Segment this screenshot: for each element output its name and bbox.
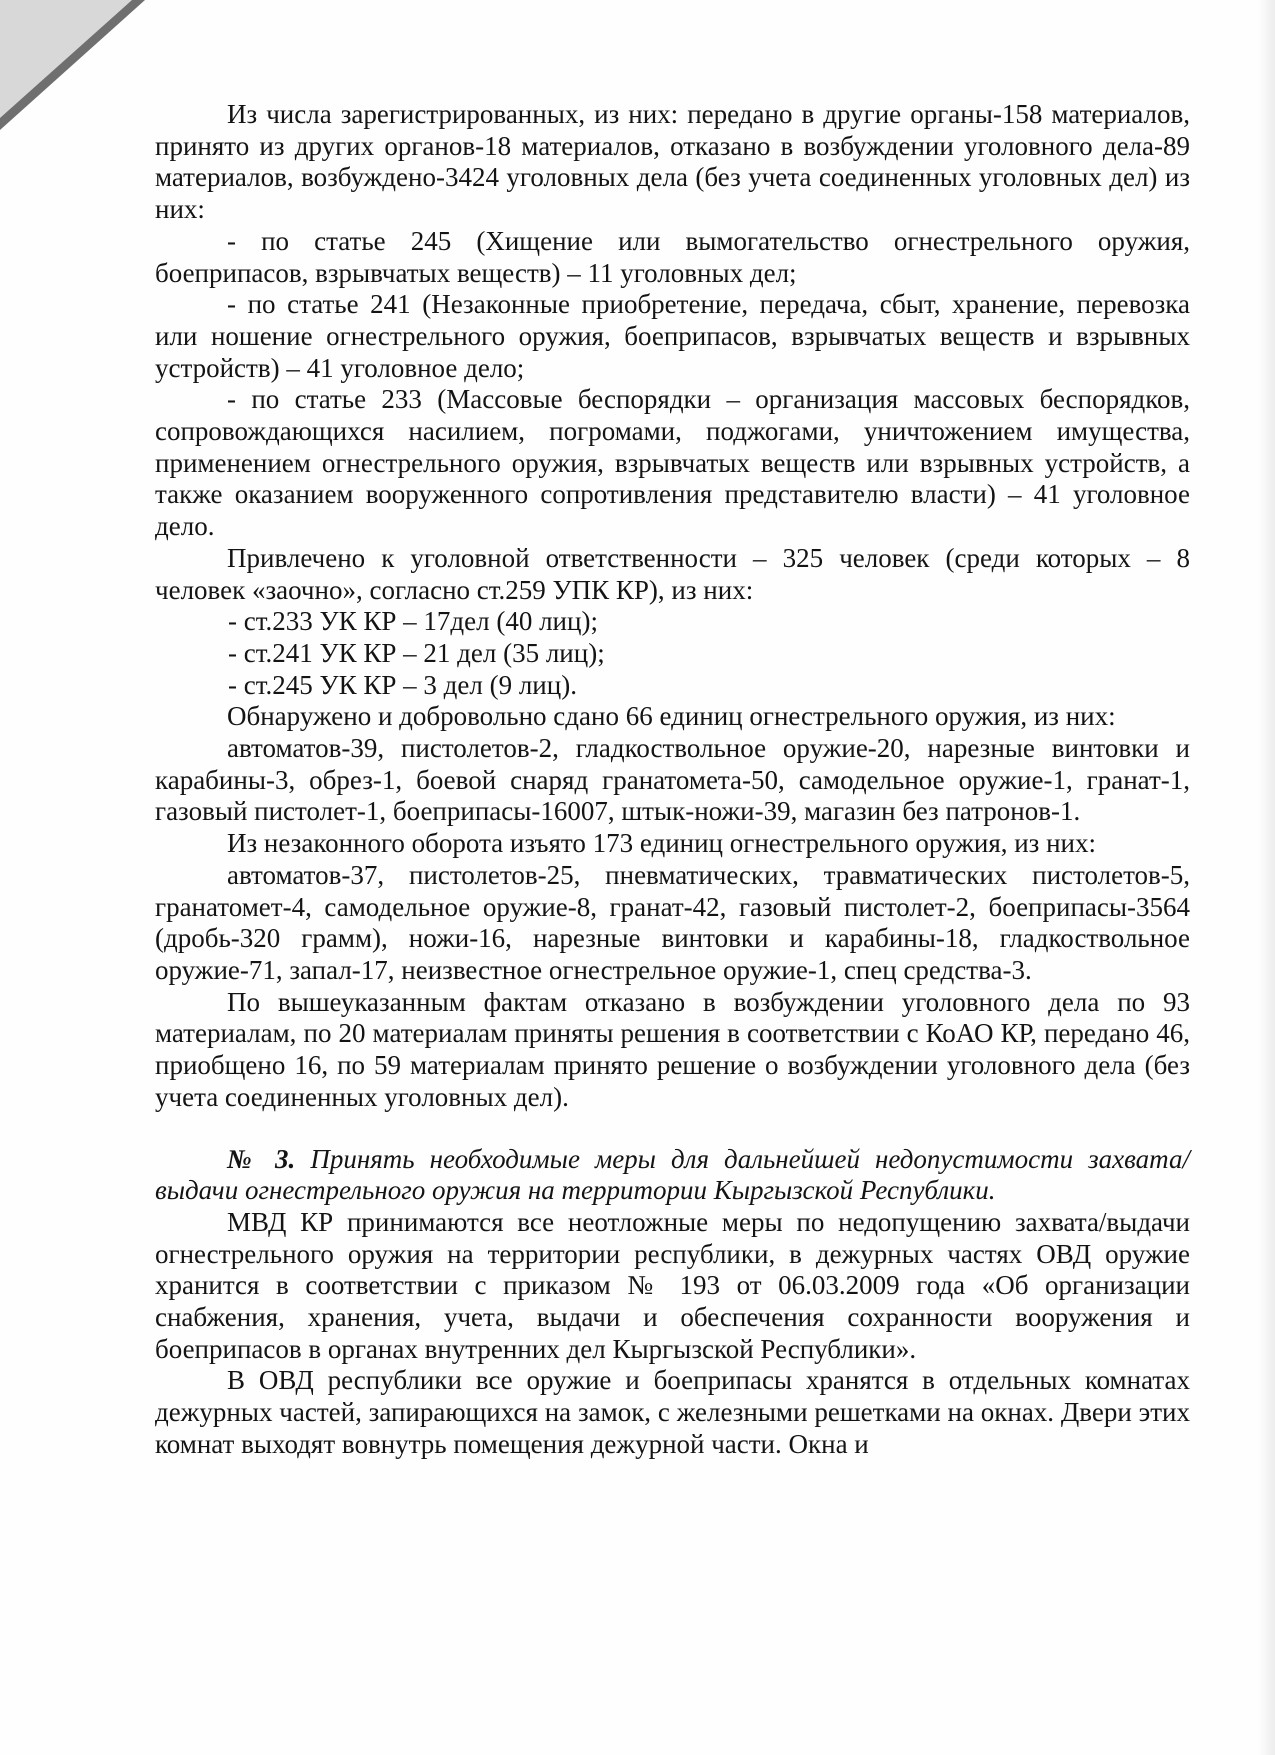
list-item-article-241: - по статье 241 (Незаконные приобретение, передача, сбыт, хранение, перевозка или ношение огнестрельного оружия, боеприпасов, взрывчатых веществ и взрывных устройств) – 41 уголовное дело; <box>155 289 1190 383</box>
section-heading-3 <box>155 1144 1190 1207</box>
list-item-st245: - ст.245 УК КР – 3 дел (9 лиц). <box>228 669 577 700</box>
section-number: № 3. <box>227 1143 296 1174</box>
document-body <box>155 99 1190 1461</box>
paragraph-weapon-storage: В ОВД республики все оружие и боеприпасы хранятся в отдельных комнатах дежурных частей, запирающихся на замок, с железными решетками на окнах. Двери этих комнат выходят вовнутрь помещения дежурной части. Окна и <box>155 1365 1190 1459</box>
paragraph-voluntarily-surrendered: Обнаружено и добровольно сдано 66 единиц огнестрельного оружия, из них: <box>227 701 1116 732</box>
list-item-st233: - ст.233 УК КР – 17дел (40 лиц); <box>228 606 598 637</box>
page-edge-shadow <box>1257 0 1275 1755</box>
paragraph-surrendered-list: автоматов-39, пистолетов-2, гладкоствольное оружие-20, нарезные винтовки и карабины-3, обрез-1, боевой снаряд гранатомета-50, самодельное оружие-1, гранат-1, газовый пистолет-1, боеприпасы-16007, штык-ножи-39, магазин без патронов-1. <box>155 733 1190 827</box>
list-item-article-245: - по статье 245 (Хищение или вымогательство огнестрельного оружия, боеприпасов, взрывчатых веществ) – 11 уголовных дел; <box>155 225 1190 288</box>
section-heading-text: Принять необходимые меры для дальнейшей недопустимости захвата/выдачи огнестрельного оружия на территории Кыргызской Республики. <box>155 1143 1191 1206</box>
paragraph-registered-materials: Из числа зарегистрированных, из них: передано в другие органы-158 материалов, принято из других органов-18 материалов, отказано в возбуждении уголовного дела-89 материалов, возбуждено-3424 уголовных дела (без учета соединенных уголовных дел) из них: <box>155 99 1190 225</box>
list-item-st241: - ст.241 УК КР – 21 дел (35 лиц); <box>228 637 605 668</box>
paragraph-mvd-measures: МВД КР принимаются все неотложные меры по недопущению захвата/выдачи огнестрельного оружия на территории республики, в дежурных частях ОВД оружие хранится в соответствии с приказом № 193 от 06.03.2009 года «Об организации снабжения, хранения, учета, выдачи и обеспечения сохранности вооружения и боеприпасов в органах внутренних дел Кыргызской Республики». <box>155 1206 1190 1364</box>
paragraph-seized-weapons: Из незаконного оборота изъято 173 единиц огнестрельного оружия, из них: <box>227 828 1096 859</box>
paragraph-decisions: По вышеуказанным фактам отказано в возбуждении уголовного дела по 93 материалам, по 20 материалам приняты решения в соответствии с КоАО КР, передано 46, приобщено 16, по 59 материалам принято решение о возбуждении уголовного дела (без учета соединенных уголовных дел). <box>155 986 1190 1112</box>
list-item-article-233: - по статье 233 (Массовые беспорядки – организация массовых беспорядков, сопровождающихся насилием, погромами, поджогами, уничтожением имущества, применением огнестрельного оружия, взрывчатых веществ или взрывных устройств, а также оказанием вооруженного сопротивления представителю власти) – 41 уголовное дело. <box>155 384 1190 542</box>
paragraph-seized-list: автоматов-37, пистолетов-25, пневматических, травматических пистолетов-5, гранатомет-4, самодельное оружие-8, гранат-42, газовый пистолет-2, боеприпасы-3564 (дробь-320 грамм), ножи-16, нарезные винтовки и карабины-18, гладкоствольное оружие-71, запал-17, неизвестное огнестрельное оружие-1, спец средства-3. <box>155 859 1190 985</box>
paragraph-criminal-liability: Привлечено к уголовной ответственности – 325 человек (среди которых – 8 человек «заочно», согласно ст.259 УПК КР), из них: <box>155 542 1190 605</box>
folded-corner-highlight <box>0 0 132 118</box>
